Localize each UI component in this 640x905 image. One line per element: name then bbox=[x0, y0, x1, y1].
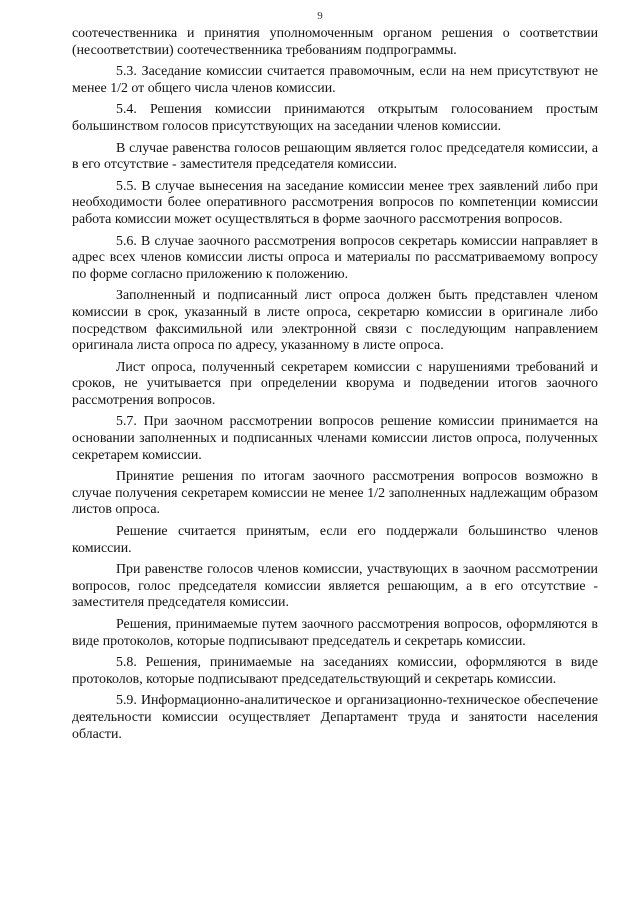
paragraph-continuation: соотечественника и принятия уполномоченным органом решения о соответствии (несоответствии) соотечественника требованиям подпрограммы. bbox=[72, 26, 598, 58]
paragraph-5-4: 5.4. Решения комиссии принимаются открытым голосованием простым большинством голосов присутствующих на заседании членов комиссии. bbox=[72, 102, 598, 134]
document-body bbox=[72, 26, 598, 748]
paragraph-remote-tie-vote: При равенстве голосов членов комиссии, участвующих в заочном рассмотрении вопросов, голос председателя комиссии является решающим, а в его отсутствие - заместителя председателя комиссии. bbox=[72, 562, 598, 611]
paragraph-survey-violations: Лист опроса, полученный секретарем комиссии с нарушениями требований и сроков, не учитывается при определении кворума и подведении итогов заочного рассмотрения вопросов. bbox=[72, 359, 598, 408]
paragraph-5-3: 5.3. Заседание комиссии считается правомочным, если на нем присутствуют не менее 1/2 от общего числа членов комиссии. bbox=[72, 64, 598, 96]
paragraph-quorum: Принятие решения по итогам заочного рассмотрения вопросов возможно в случае получения секретарем комиссии не менее 1/2 заполненных надлежащим образом листов опроса. bbox=[72, 469, 598, 518]
paragraph-5-8: 5.8. Решения, принимаемые на заседаниях комиссии, оформляются в виде протоколов, которые подписывают председательствующий и секретарь комиссии. bbox=[72, 655, 598, 687]
paragraph-survey-submission: Заполненный и подписанный лист опроса должен быть представлен членом комиссии в срок, указанный в листе опроса, секретарю комиссии в оригинале либо посредством факсимильной или электронной связи с последующим направлением оригинала листа опроса по адресу, указанному в листе опроса. bbox=[72, 288, 598, 354]
paragraph-5-6: 5.6. В случае заочного рассмотрения вопросов секретарь комиссии направляет в адрес всех членов комиссии листы опроса и материалы по рассматриваемому вопросу по форме согласно приложению к положению. bbox=[72, 233, 598, 282]
page-number: 9 bbox=[317, 10, 323, 22]
paragraph-5-5: 5.5. В случае вынесения на заседание комиссии менее трех заявлений либо при необходимости более оперативного рассмотрения вопросов по компетенции комиссии работа комиссии может осуществляться в форме заочного рассмотрения вопросов. bbox=[72, 178, 598, 227]
paragraph-remote-protocols: Решения, принимаемые путем заочного рассмотрения вопросов, оформляются в виде протоколов, которые подписывают председатель и секретарь комиссии. bbox=[72, 617, 598, 649]
paragraph-5-7: 5.7. При заочном рассмотрении вопросов решение комиссии принимается на основании заполненных и подписанных членами комиссии листов опроса, полученных секретарем комиссии. bbox=[72, 414, 598, 463]
paragraph-decision-adopted: Решение считается принятым, если его поддержали большинство членов комиссии. bbox=[72, 524, 598, 556]
paragraph-tie-vote: В случае равенства голосов решающим является голос председателя комиссии, а в его отсутствие - заместителя председателя комиссии. bbox=[72, 140, 598, 173]
paragraph-5-9: 5.9. Информационно-аналитическое и организационно-техническое обеспечение деятельности комиссии осуществляет Департамент труда и занятости населения области. bbox=[72, 693, 598, 742]
